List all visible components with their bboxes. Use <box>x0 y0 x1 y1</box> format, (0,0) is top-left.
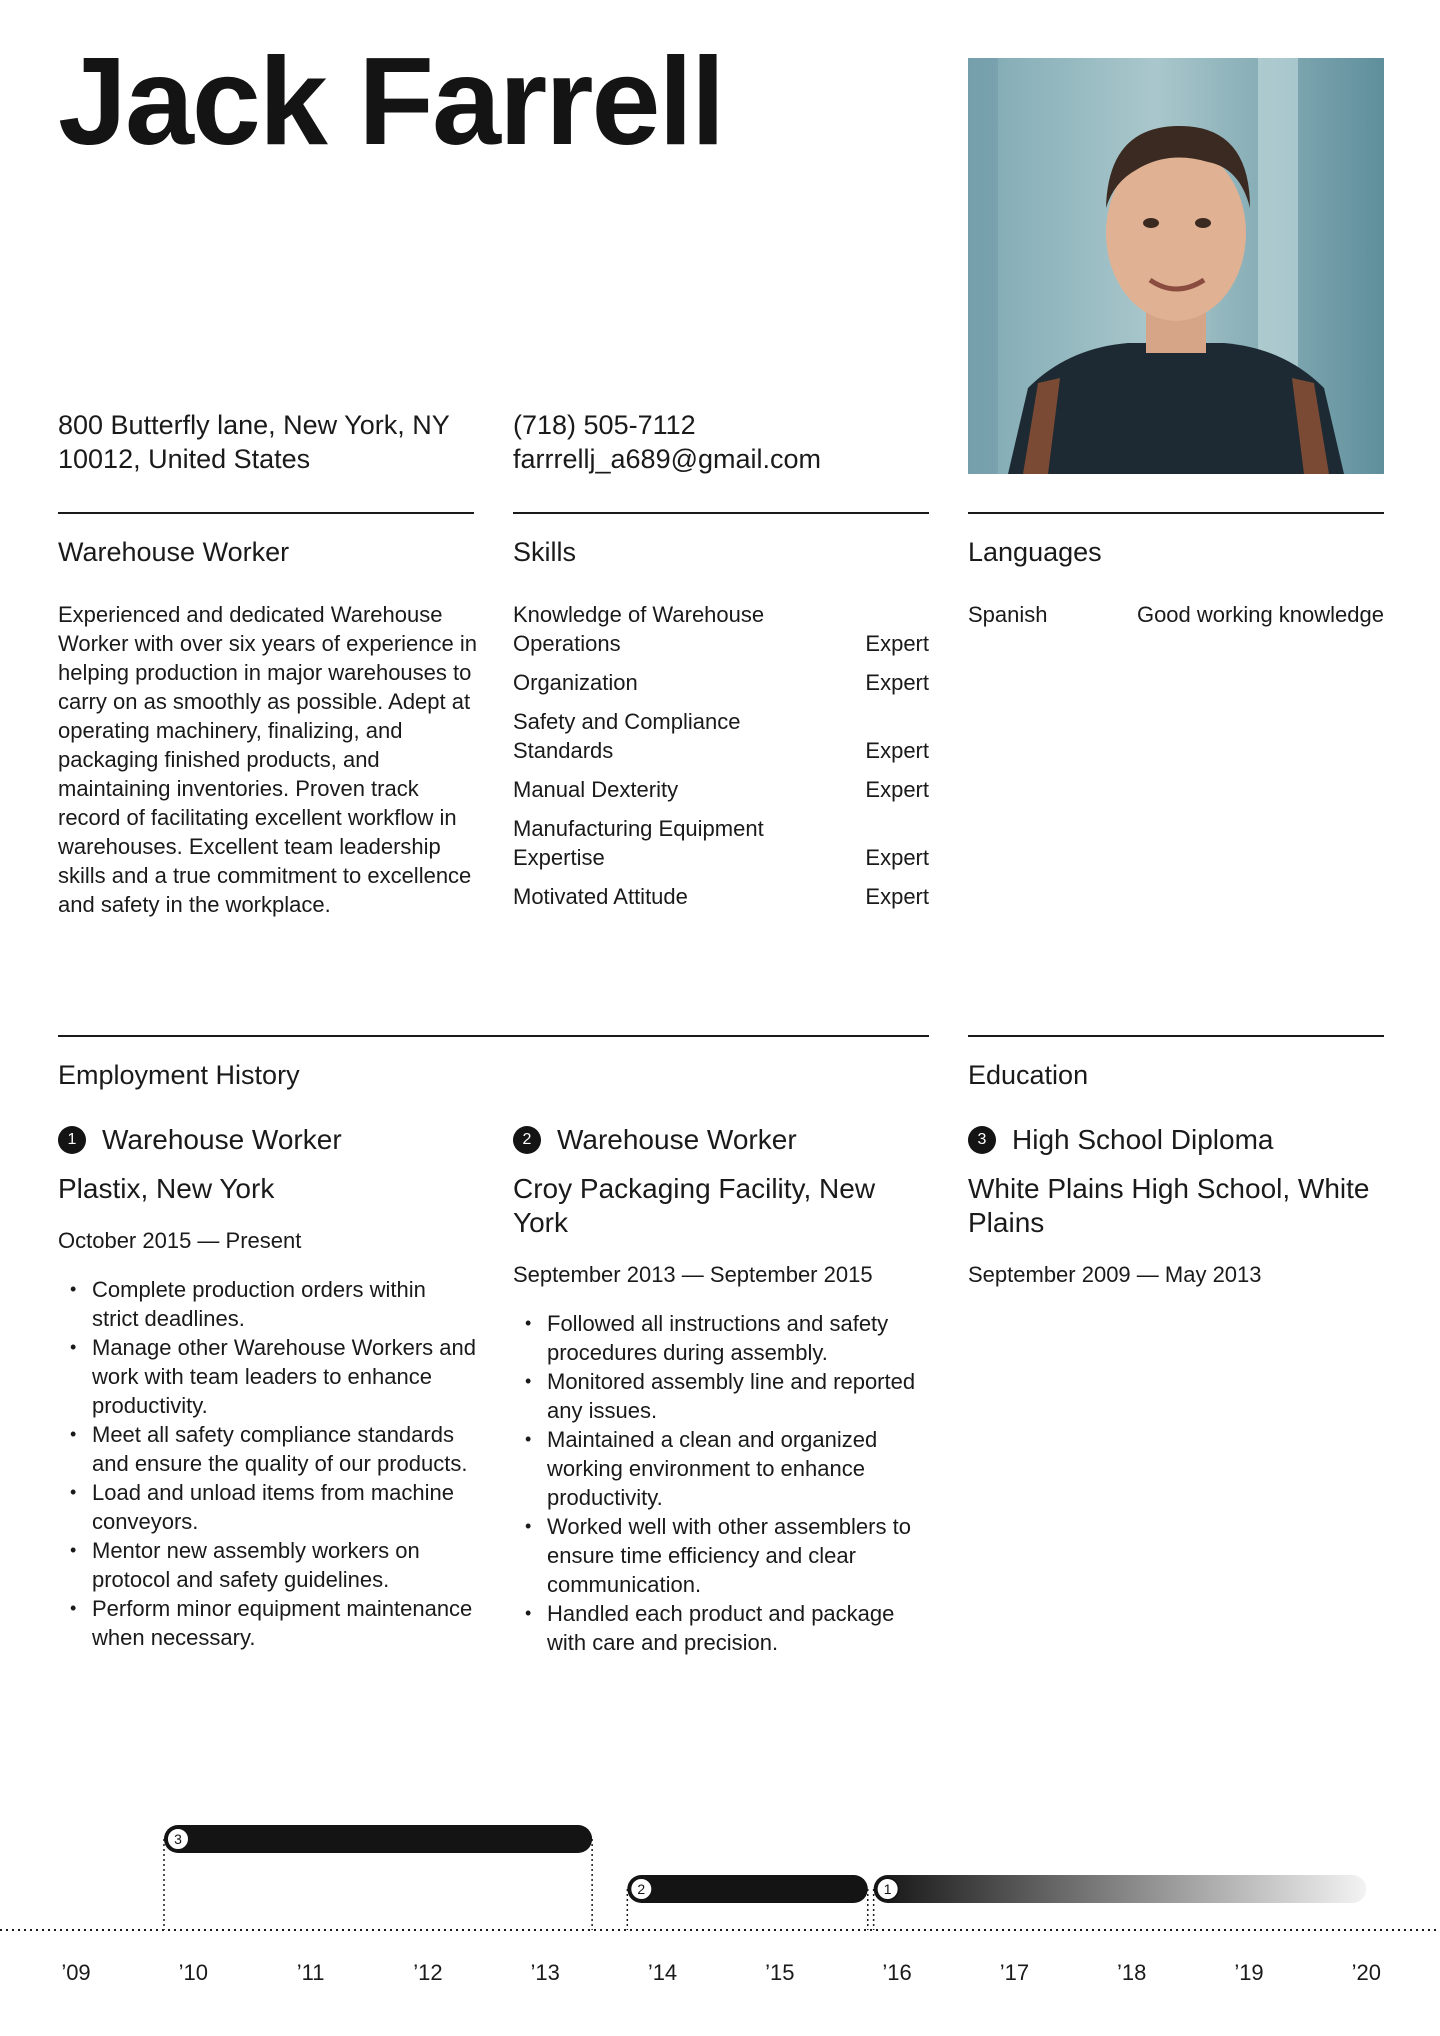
skill-level: Expert <box>865 845 929 870</box>
divider <box>513 512 929 514</box>
timeline-year-label: ’13 <box>530 1960 560 1985</box>
number-badge: 1 <box>58 1126 86 1154</box>
skill-name: Motivated Attitude <box>513 884 688 909</box>
education-dates: September 2009 — May 2013 <box>968 1262 1262 1287</box>
skill-level: Expert <box>865 631 929 656</box>
timeline-year-label: ’15 <box>765 1960 795 1985</box>
divider <box>968 1035 1384 1037</box>
education-title: Education <box>968 1060 1089 1090</box>
job-header <box>58 1120 478 1160</box>
divider <box>58 1035 929 1037</box>
timeline-badge-label: 3 <box>174 1831 182 1847</box>
job-employer: Plastix, New York <box>58 1173 275 1204</box>
timeline-bar <box>164 1825 592 1853</box>
skill-row <box>513 707 929 765</box>
skill-row <box>513 600 929 658</box>
divider <box>968 512 1384 514</box>
timeline-year-label: ’16 <box>882 1960 912 1985</box>
job-bullets <box>513 1309 933 1657</box>
divider <box>58 512 474 514</box>
career-timeline <box>0 1800 1440 2000</box>
job-entry <box>58 1120 478 1652</box>
skill-level: Expert <box>865 738 929 763</box>
timeline-year-label: ’19 <box>1234 1960 1264 1985</box>
skill-level: Expert <box>865 670 929 695</box>
education-header <box>968 1120 1388 1160</box>
degree-title: High School Diploma <box>1012 1124 1274 1155</box>
skill-name: Manufacturing Equipment Expertise <box>513 816 764 870</box>
profile-title: Warehouse Worker <box>58 537 290 567</box>
job-header <box>513 1120 933 1160</box>
job-title: Warehouse Worker <box>102 1124 342 1155</box>
phone: (718) 505-7112 <box>513 410 696 440</box>
language-level: Good working knowledge <box>1136 602 1384 627</box>
timeline-year-label: ’12 <box>413 1960 443 1985</box>
bullet-item: • Manage other Warehouse Workers and work with team leaders to enhance productivity. <box>58 1333 478 1420</box>
skills-title: Skills <box>513 537 577 567</box>
job-title: Warehouse Worker <box>557 1124 797 1155</box>
number-badge: 3 <box>968 1126 996 1154</box>
timeline-year-label: ’14 <box>647 1960 678 1985</box>
job-dates: September 2013 — September 2015 <box>513 1262 873 1287</box>
skills-list <box>513 600 929 921</box>
skill-name: Manual Dexterity <box>513 777 679 802</box>
skill-row <box>513 814 929 872</box>
skill-level: Expert <box>865 884 929 909</box>
timeline-year-label: ’09 <box>61 1960 91 1985</box>
skill-row <box>513 775 929 804</box>
bullet-item: • Maintained a clean and organized working environment to enhance productivity. <box>513 1425 933 1512</box>
language-name: Spanish <box>968 602 1048 627</box>
timeline-year-label: ’11 <box>296 1960 325 1985</box>
job-entry <box>513 1120 933 1657</box>
timeline-year-label: ’10 <box>178 1960 208 1985</box>
job-bullets <box>58 1275 478 1652</box>
bullet-item: • Meet all safety compliance standards and ensure the quality of our products. <box>58 1420 478 1478</box>
bullet-item: • Perform minor equipment maintenance when necessary. <box>58 1594 478 1652</box>
number-badge: 2 <box>513 1126 541 1154</box>
timeline-year-label: ’17 <box>999 1960 1030 1985</box>
timeline-badge-label: 2 <box>637 1881 646 1897</box>
bullet-item: • Followed all instructions and safety procedures during assembly. <box>513 1309 933 1367</box>
timeline-bar <box>874 1875 1367 1903</box>
language-row <box>968 600 1384 629</box>
bullet-item: • Handled each product and package with care and precision. <box>513 1599 933 1657</box>
employment-title: Employment History <box>58 1060 300 1090</box>
bullet-item: • Mentor new assembly workers on protocol and safety guidelines. <box>58 1536 478 1594</box>
bullet-item: • Worked well with other assemblers to ensure time efficiency and clear communication. <box>513 1512 933 1599</box>
contact-info <box>513 408 821 476</box>
skill-name: Knowledge of Warehouse Operations <box>513 602 765 656</box>
address-line-1: 800 Butterfly lane, New York, NY <box>58 410 450 440</box>
skill-row <box>513 668 929 697</box>
skill-name: Safety and Compliance Standards <box>513 709 741 763</box>
bullet-item: • Monitored assembly line and reported any issues. <box>513 1367 933 1425</box>
timeline-bar <box>627 1875 867 1903</box>
profile-summary: Experienced and dedicated Warehouse Worker with over six years of experience in helping production in major warehouses to carry on as smoothly as possible. Adept at operating machinery, finalizing, and packaging finished products, and maintaining inventories. Proven track record of facilitating excellent workflow in warehouses. Excellent team leadership skills and a true commitment to excellence and safety in the workplace. <box>58 602 477 917</box>
job-employer: Croy Packaging Facility, New York <box>513 1173 876 1238</box>
profile-photo <box>968 58 1384 474</box>
bullet-item: • Complete production orders within strict deadlines. <box>58 1275 478 1333</box>
job-dates: October 2015 — Present <box>58 1228 302 1253</box>
timeline-badge-label: 1 <box>883 1881 892 1897</box>
skill-name: Organization <box>513 670 638 695</box>
school-name: White Plains High School, White Plains <box>968 1173 1370 1238</box>
bullet-item: • Load and unload items from machine conveyors. <box>58 1478 478 1536</box>
skill-row <box>513 882 929 911</box>
address-line-2: 10012, United States <box>58 444 311 474</box>
education-entry <box>968 1120 1388 1289</box>
timeline-year-label: ’20 <box>1351 1960 1381 1985</box>
email: farrrellj_a689@gmail.com <box>513 444 822 474</box>
skill-level: Expert <box>865 777 929 802</box>
candidate-name: Jack Farrell <box>58 33 724 171</box>
languages-title: Languages <box>968 537 1102 567</box>
timeline-year-label: ’18 <box>1117 1960 1147 1985</box>
address <box>58 408 450 476</box>
